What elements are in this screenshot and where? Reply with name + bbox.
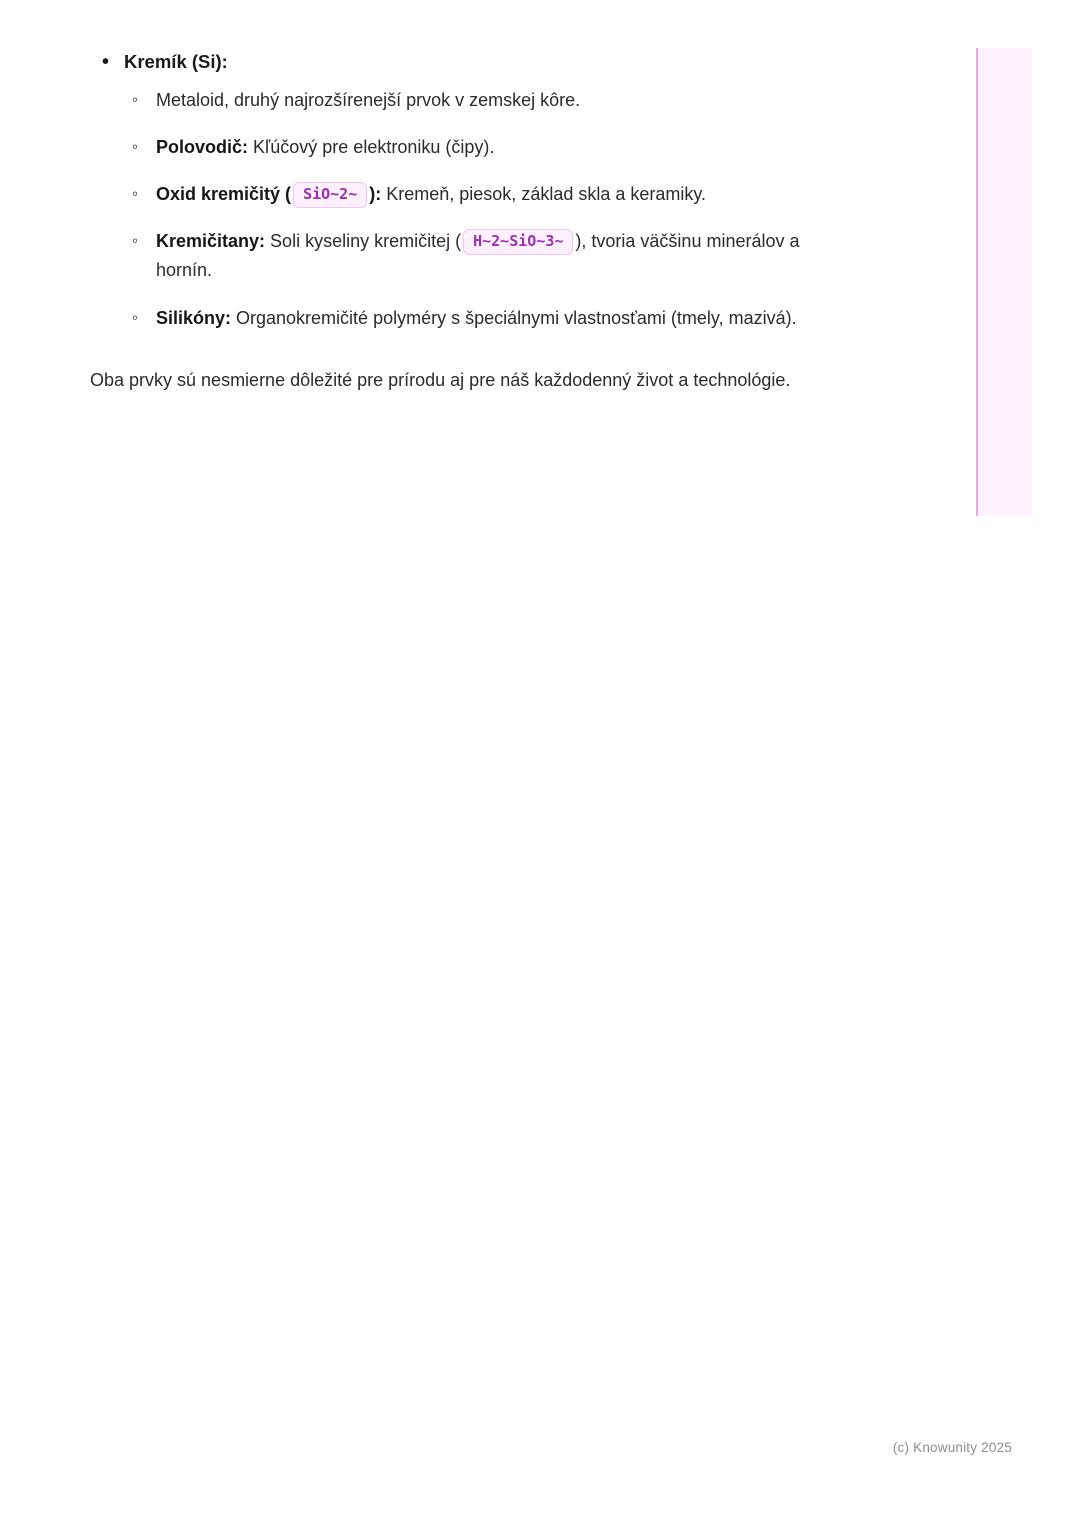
copyright-footer: (c) Knowunity 2025 — [892, 1440, 1012, 1455]
sub-item-text: Kľúčový pre elektroniku (čipy). — [248, 136, 495, 157]
chemical-formula-code: H~2~SiO~3~ — [463, 229, 573, 255]
sub-item-text: Soli kyseliny kremičitej ( — [265, 231, 462, 252]
chemical-formula-code: SiO~2~ — [293, 182, 367, 208]
list-item-kremik — [90, 48, 830, 333]
top-level-list — [90, 48, 830, 333]
list-item — [124, 133, 830, 162]
sub-item-tail-bold: ): — [369, 184, 382, 205]
sub-item-text: Metaloid, druhý najrozšírenejší prvok v zemskej kôre. — [156, 89, 581, 110]
list-item — [124, 86, 830, 115]
sub-item-lead: Silikóny: — [156, 307, 232, 328]
list-item — [124, 304, 830, 333]
closing-paragraph: Oba prvky sú nesmierne dôležité pre prírodu aj pre náš každodenný život a technológie. — [90, 369, 791, 390]
document-content — [90, 48, 830, 398]
sub-item-tail: Kremeň, piesok, základ skla a keramiky. — [381, 184, 707, 205]
decorative-side-panel — [976, 48, 1032, 516]
sub-item-text: Organokremičité polyméry s špeciálnymi vlastnosťami (tmely, mazivá). — [231, 307, 797, 328]
sub-item-tail: ), tvoria väčšinu minerálov a hornín. — [156, 231, 800, 281]
list-item-title: Kremík (Si): — [124, 51, 228, 72]
sub-item-lead: Polovodič: — [156, 136, 249, 157]
sub-item-lead: Oxid kremičitý ( — [156, 184, 292, 205]
list-item — [124, 227, 830, 285]
sub-item-lead: Kremičitany: — [156, 231, 266, 252]
list-item — [124, 180, 830, 209]
sub-list — [124, 86, 830, 333]
